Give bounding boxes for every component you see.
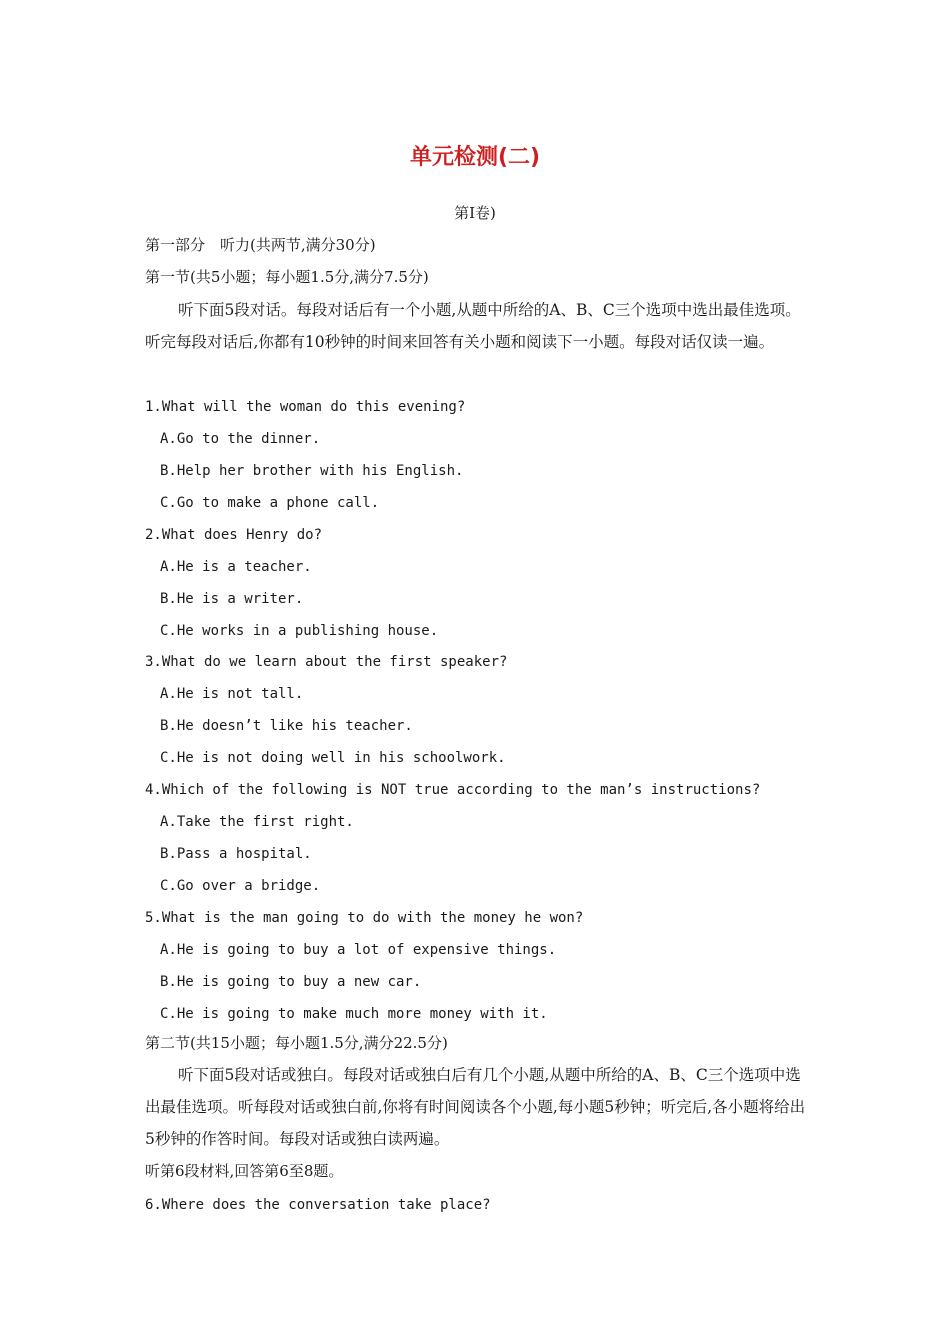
question-2-option-c: C.He works in a publishing house. [160,623,439,639]
question-4-option-c: C.Go over a bridge. [160,878,321,894]
question-2-option-b: B.He is a writer. [160,591,304,607]
question-1-option-b: B.Help her brother with his English. [160,463,464,479]
question-4: 4.Which of the following is NOT true according to the man’s instructions? [145,782,761,798]
section1-heading: 第一节(共5小题；每小题1.5分,满分7.5分) [145,268,429,286]
part-heading: 第一部分 听力(共两节,满分30分) [145,236,376,254]
question-3-option-a: A.He is not tall. [160,686,304,702]
question-3-option-b: B.He doesn’t like his teacher. [160,718,413,734]
question-1-option-a: A.Go to the dinner. [160,431,321,447]
material-instruction: 听第6段材料,回答第6至8题。 [145,1162,344,1180]
question-6: 6.Where does the conversation take place? [145,1197,491,1213]
question-1: 1.What will the woman do this evening? [145,399,466,415]
section2-heading: 第二节(共15小题；每小题1.5分,满分22.5分) [145,1034,448,1052]
question-2-option-a: A.He is a teacher. [160,559,312,575]
section2-directions: 听下面5段对话或独白。每段对话或独白后有几个小题,从题中所给的A、B、C三个选项中选出最佳选项。听每段对话或独白前,你将有时间阅读各个小题,每小题5秒钟；听完后,各小题将给出5秒钟的作答时间。每段对话或独白读两遍。 [145,1066,806,1148]
volume-label: 第Ⅰ卷) [454,204,496,222]
question-4-option-b: B.Pass a hospital. [160,846,312,862]
question-5-option-c: C.He is going to make much more money with it. [160,1006,548,1022]
page-title: 单元检测(二) [409,145,541,170]
question-5-option-a: A.He is going to buy a lot of expensive things. [160,942,557,958]
question-2: 2.What does Henry do? [145,527,323,543]
section1-directions: 听下面5段对话。每段对话后有一个小题,从题中所给的A、B、C三个选项中选出最佳选项。听完每段对话后,你都有10秒钟的时间来回答有关小题和阅读下一小题。每段对话仅读一遍。 [145,301,801,351]
question-3: 3.What do we learn about the first speaker? [145,654,508,670]
question-5: 5.What is the man going to do with the money he won? [145,910,584,926]
question-5-option-b: B.He is going to buy a new car. [160,974,422,990]
question-4-option-a: A.Take the first right. [160,814,354,830]
question-3-option-c: C.He is not doing well in his schoolwork. [160,750,506,766]
question-1-option-c: C.Go to make a phone call. [160,495,380,511]
